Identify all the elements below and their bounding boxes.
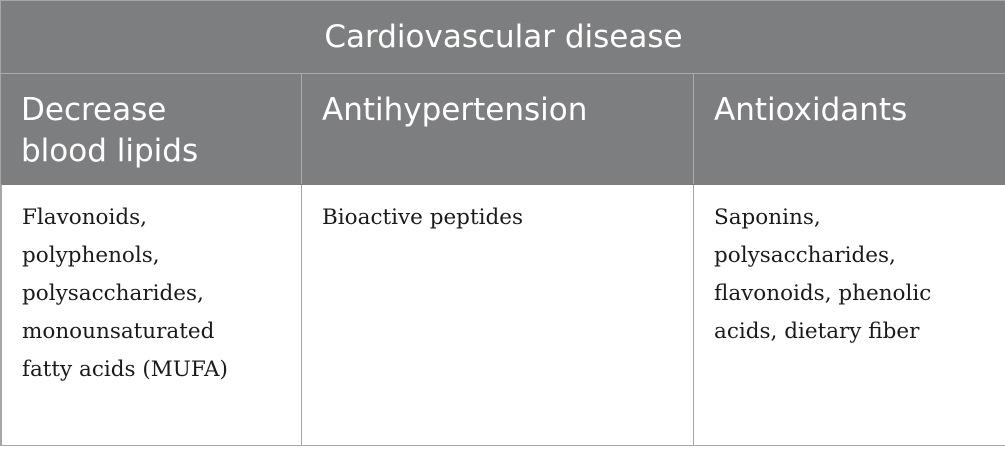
- cell-line: Saponins,: [714, 205, 821, 230]
- header-line: Decrease: [21, 92, 167, 128]
- table-title: [1, 1, 1005, 74]
- header-line: Antihypertension: [322, 92, 588, 128]
- cell-line: flavonoids, phenolic: [714, 281, 932, 306]
- cell-line: polysaccharides,: [22, 281, 204, 306]
- cell-antihypertension-compounds: [301, 185, 693, 445]
- header-cell-antioxidants: [693, 74, 1005, 184]
- cell-line: polyphenols,: [22, 243, 160, 268]
- cell-line: acids, dietary fiber: [714, 319, 920, 344]
- header-line: blood lipids: [21, 133, 199, 169]
- table-title-text: Cardiovascular disease: [324, 19, 683, 55]
- cell-blood-lipids-compounds: [2, 185, 301, 445]
- cell-line: polysaccharides,: [714, 243, 896, 268]
- table-row: [1, 184, 1005, 446]
- cell-antioxidant-compounds: [693, 185, 1005, 445]
- cell-line: Flavonoids,: [22, 205, 148, 230]
- header-cell-decrease-blood-lipids: [1, 74, 301, 184]
- table-header-row: [1, 74, 1005, 184]
- header-cell-antihypertension: [301, 74, 693, 184]
- cell-line: monounsaturated: [22, 319, 215, 344]
- cell-line: fatty acids (MUFA): [22, 357, 228, 382]
- header-line: Antioxidants: [714, 92, 908, 128]
- cell-line: Bioactive peptides: [322, 205, 523, 230]
